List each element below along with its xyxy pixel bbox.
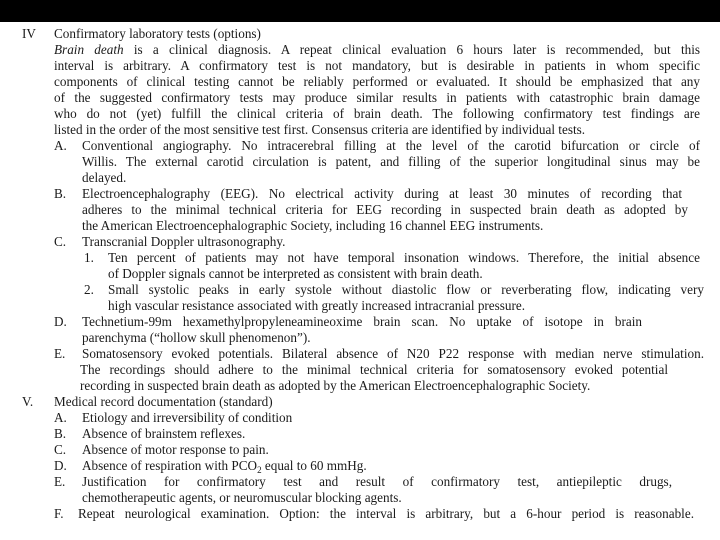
item-letter: E. (54, 346, 66, 361)
list-item-line: the American Electroencephalographic Society, including 16 channel EEG instruments. (82, 218, 544, 233)
item-letter: C. (54, 442, 67, 457)
list-item-text: Absence of motor response to pain. (82, 442, 269, 457)
section-v-numeral: V. (22, 394, 34, 409)
subitem-line: high vascular resistance associated with greatly increased intracranial pressure. (108, 298, 526, 313)
list-item-line: adheres to the minimal technical criteria for EEG recording in suspected brain death as adopted by (82, 202, 688, 217)
subitem-number: 1. (84, 250, 94, 265)
item-letter: D. (54, 458, 67, 473)
list-item-line: delayed. (82, 170, 127, 185)
section-iv-numeral: IV (22, 26, 36, 41)
list-item-line: The recordings should adhere to the minimal technical criteria for somatosensory evoked potential (80, 362, 668, 377)
subitem-line: of Doppler signals cannot be interpreted as consistent with brain death. (108, 266, 483, 281)
subscript-2: 2 (257, 465, 262, 475)
list-item-line: chemotherapeutic agents, or neuromuscular blocking agents. (82, 490, 402, 505)
list-item-line: Conventional angiography. No intracerebral filling at the level of the carotid bifurcation or circle of (82, 138, 700, 153)
list-item-line: Willis. The external carotid circulation is patent, and filling of the superior longitudinal sinus may be (82, 154, 700, 169)
brain-death-term: Brain death (54, 42, 124, 57)
subitem-number: 2. (84, 282, 94, 297)
section-iv-intro-line: listed in the order of the most sensitive test first. Consensus criteria are identified by individual tests. (54, 122, 586, 137)
list-item-text: Repeat neurological examination. Option: the interval is arbitrary, but a 6-hour period is reasonable. (78, 506, 694, 521)
item-letter: A. (54, 410, 67, 425)
list-item-line: Justification for confirmatory test and result of confirmatory test, antiepileptic drugs, (82, 474, 672, 489)
item-letter: B. (54, 186, 67, 201)
list-item-text: Absence of brainstem reflexes. (82, 426, 246, 441)
list-item-line: recording in suspected brain death as adopted by the American Electroencephalographic Society. (80, 378, 591, 393)
item-letter: B. (54, 426, 67, 441)
item-letter: F. (54, 506, 64, 521)
section-iv-intro-line: components of clinical testing cannot be reliably performed or evaluated. It should be emphasized that any (54, 74, 700, 89)
list-item-line: parenchyma (“hollow skull phenomenon”). (82, 330, 311, 345)
list-item-line: Technetium-99m hexamethylpropyleneamineoxime brain scan. No uptake of isotope in brain (82, 314, 642, 329)
item-letter: D. (54, 314, 67, 329)
list-item-line: Somatosensory evoked potentials. Bilateral absence of N20 P22 response with median nerve stimulation. (82, 346, 704, 361)
item-letter: A. (54, 138, 67, 153)
subitem-line: Ten percent of patients may not have temporal insonation windows. Therefore, the initial absence (108, 250, 700, 265)
list-item-line: Electroencephalography (EEG). No electrical activity during at least 30 minutes of recording that (82, 186, 682, 201)
item-letter: C. (54, 234, 67, 249)
section-iv-intro-line: of the suggested confirmatory tests may produce similar results in patients with catastrophic brain damage (54, 90, 700, 105)
section-iv-intro-line: who do not (yet) fulfill the clinical criteria of brain death. The following confirmatory test findings are (54, 106, 700, 121)
subitem-line: Small systolic peaks in early systole without diastolic flow or reverberating flow, indicating very (108, 282, 704, 297)
section-iv-intro-line: interval is arbitrary. A confirmatory test is not mandatory, but is desirable in patients in whom specific (54, 58, 700, 73)
list-item-text: Etiology and irreversibility of condition (82, 410, 293, 425)
section-iv-heading: Confirmatory laboratory tests (options) (54, 26, 261, 41)
list-item-line: Transcranial Doppler ultrasonography. (82, 234, 286, 249)
item-letter: E. (54, 474, 66, 489)
list-item-text: Absence of respiration with $PCO_2$ equal to 60 mmHg. (82, 458, 367, 475)
section-v-heading: Medical record documentation (standard) (54, 394, 273, 409)
section-iv-intro-line: Brain death is a clinical diagnosis. A repeat clinical evaluation 6 hours later is recommended, but this (54, 42, 700, 57)
